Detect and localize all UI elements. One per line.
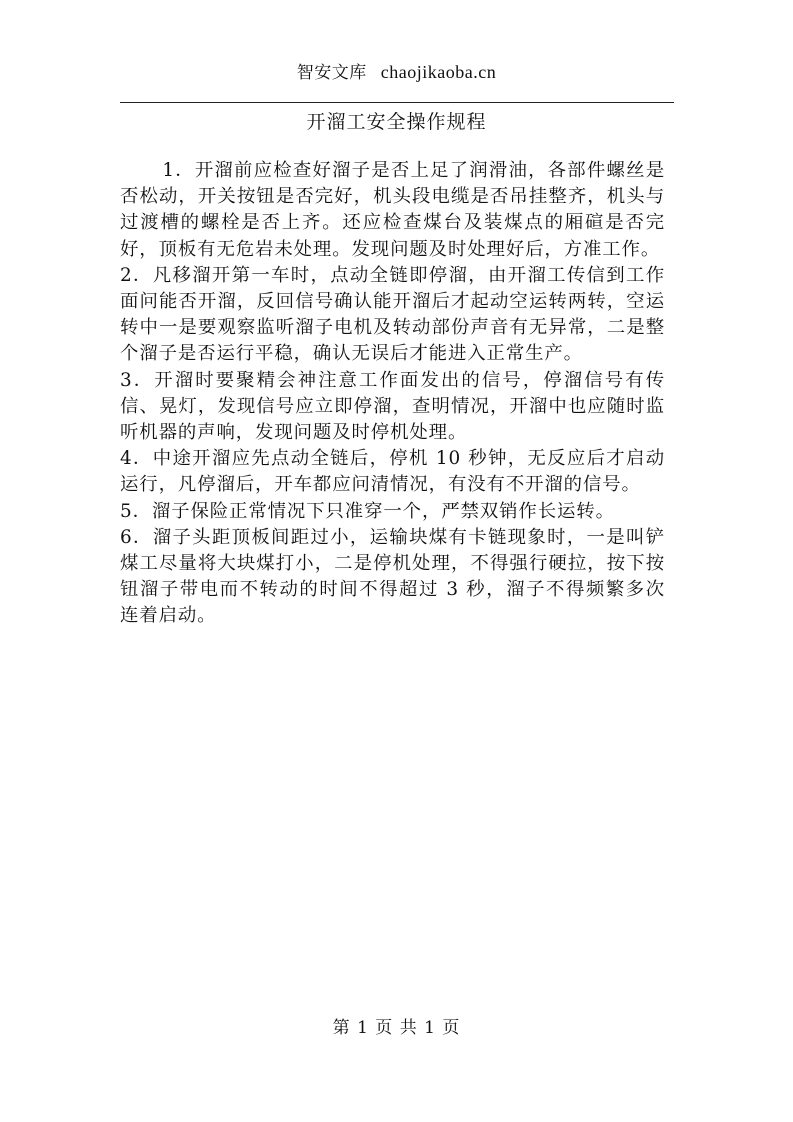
library-name: 智安文库 bbox=[296, 63, 367, 83]
document-title: 开溜工安全操作规程 bbox=[306, 111, 487, 133]
paragraph-3: 3．开溜时要聚精会神注意工作面发出的信号，停溜信号有传信、晃灯，发现信号应立即停溜，查明情况，开溜中也应随时监听机器的声响，发现问题及时停机处理。 bbox=[120, 369, 665, 444]
paragraph-4: 4．中途开溜应先点动全链后，停机 10 秒钟，无反应后才启动运行，凡停溜后，开车都应问清情况，有没有不开溜的信号。 bbox=[120, 448, 665, 496]
page-footer: 第 1 页 共 1 页 bbox=[332, 1018, 461, 1038]
page-header bbox=[0, 58, 793, 83]
site-url: chaojikaoba.cn bbox=[380, 62, 497, 82]
document-body bbox=[120, 158, 665, 630]
paragraph-5: 5．溜子保险正常情况下只准穿一个，严禁双销作长运转。 bbox=[120, 500, 615, 522]
paragraph-1: 1．开溜前应检查好溜子是否上足了润滑油，各部件螺丝是否松动，开关按钮是否完好，机头段电缆是否吊挂整齐，机头与过渡槽的螺栓是否上齐。还应检查煤台及装煤点的厢碹是否完好，顶板有无危岩未处理。发现问题及时处理好后，方准工作。 bbox=[120, 160, 665, 260]
header-rule bbox=[120, 102, 674, 103]
paragraph-2: 2．凡移溜开第一车时，点动全链即停溜，由开溜工传信到工作面问能否开溜，反回信号确认能开溜后才起动空运转两转，空运转中一是要观察监听溜子电机及转动部份声音有无异常，二是整个溜子是否运行平稳，确认无误后才能进入正常生产。 bbox=[120, 264, 665, 365]
paragraph-6: 6．溜子头距顶板间距过小，运输块煤有卡链现象时，一是叫铲煤工尽量将大块煤打小，二是停机处理，不得强行硬拉，按下按钮溜子带电而不转动的时间不得超过 3 秒，溜子不得频繁多次连着启动。 bbox=[120, 526, 665, 627]
